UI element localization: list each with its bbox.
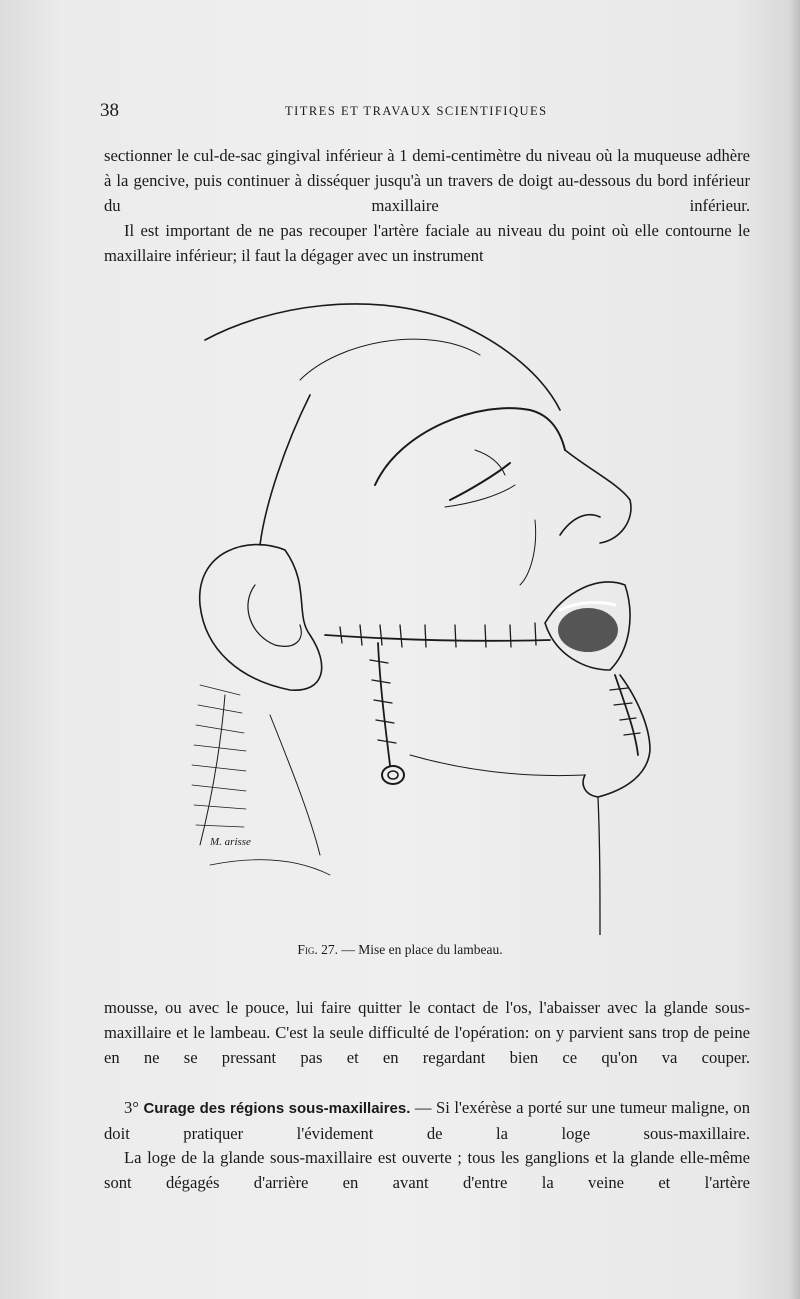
horizontal-incision bbox=[325, 635, 550, 641]
paragraph-mousse: mousse, ou avec le pouce, lui faire quitter le contact de l'os, l'abaisser avec la glande sous-maxillaire et le lambeau. C'est la seule difficulté de l'opération: on y parvient sans trop de peine en ne se pressant pas et en regardant bien ce qu'on va couper. bbox=[104, 998, 750, 1067]
paragraph-curage bbox=[104, 1095, 750, 1146]
paragraph-artery: Il est important de ne pas recouper l'artère faciale au niveau du point où elle contourne le maxillaire inférieur; il faut la dégager avec un instrument bbox=[104, 221, 750, 265]
paragraph-continued: sectionner le cul-de-sac gingival inférieur à 1 demi-centimètre du niveau où la muqueuse adhère à la gencive, puis continuer à disséquer jusqu'à un travers de doigt au-dessous du bord inférieur du maxillaire inférieur. bbox=[104, 146, 750, 215]
caption-label: Fig. 27. bbox=[297, 942, 339, 957]
page-edge bbox=[790, 0, 800, 1299]
artist-signature: M. arisse bbox=[210, 836, 251, 848]
figure-27 bbox=[180, 285, 680, 935]
head-outline bbox=[205, 304, 560, 410]
head-illustration bbox=[180, 285, 680, 935]
caption-text: — Mise en place du lambeau. bbox=[338, 942, 503, 957]
ear bbox=[200, 545, 322, 691]
page-number: 38 bbox=[100, 100, 119, 121]
page-header bbox=[100, 100, 750, 126]
brow bbox=[375, 408, 565, 485]
chin bbox=[583, 675, 650, 797]
figure-caption bbox=[0, 942, 800, 958]
nose bbox=[565, 450, 631, 543]
section-text: — Si l'exérèse a porté sur une tumeur maligne, on doit pratiquer l'évidement de la loge sous-maxillaire. bbox=[104, 1098, 750, 1143]
running-title: TITRES ET TRAVAUX SCIENTIFIQUES bbox=[285, 104, 548, 118]
section-heading: Curage des régions sous-maxillaires. bbox=[143, 1100, 411, 1117]
paragraph-loge: La loge de la glande sous-maxillaire est ouverte ; tous les ganglions et la glande elle-même sont dégagés d'arrière en avant d'entre la veine et l'artère bbox=[104, 1148, 750, 1192]
section-number: 3° bbox=[124, 1098, 139, 1117]
drain-tube bbox=[382, 766, 404, 784]
